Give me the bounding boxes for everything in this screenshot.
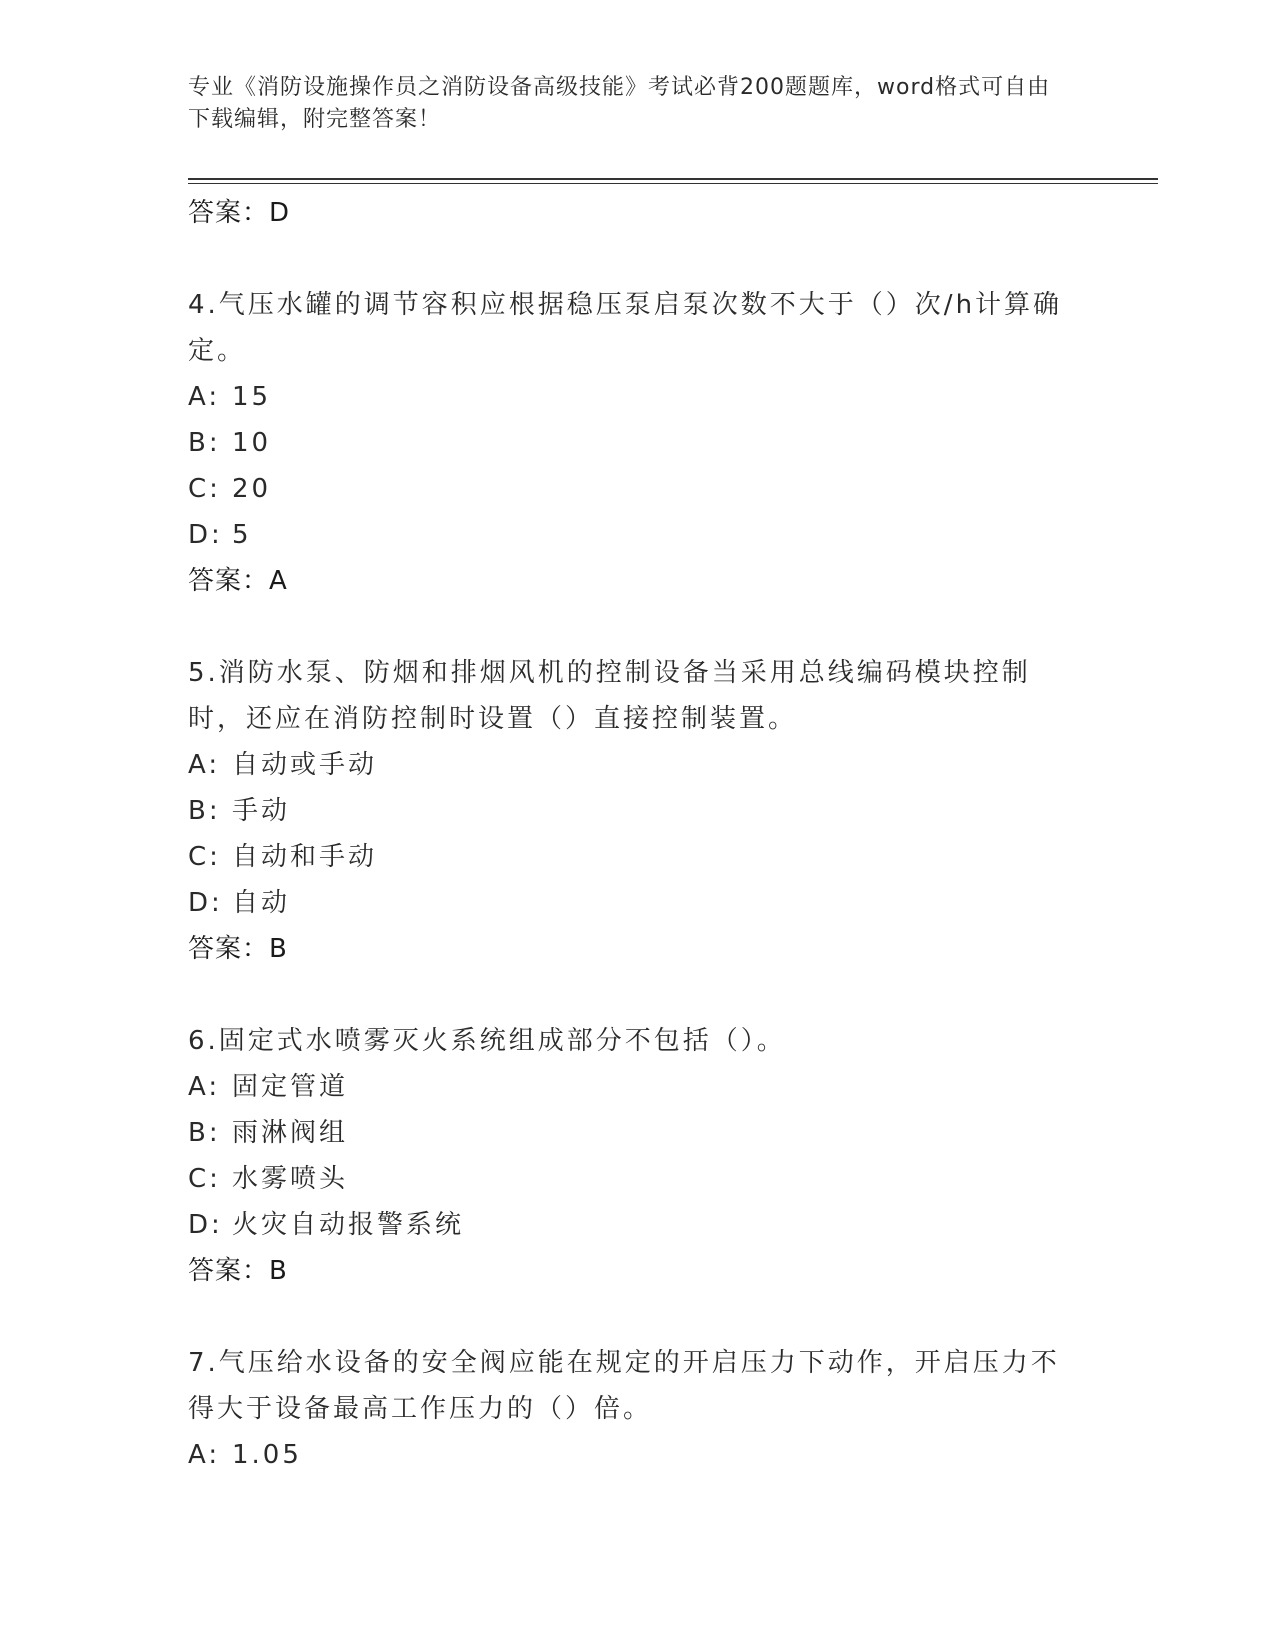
header-divider-thin [188,183,1158,184]
option-text: 自动 [232,888,291,918]
option-text: 10 [232,428,272,458]
answer-line [188,926,1068,972]
answer-line [188,190,1068,236]
option-key: A: [188,1440,221,1470]
option-key: B: [188,1118,221,1148]
option-key: C: [188,474,221,504]
option-b [188,1110,1068,1156]
option-text: 15 [232,382,272,412]
option-d [188,880,1068,926]
answer-label: 答案： [188,1256,270,1286]
option-text: 固定管道 [232,1072,349,1102]
option-key: C: [188,1164,221,1194]
option-text: 火灾自动报警系统 [232,1210,465,1240]
option-a [188,1432,1068,1478]
question-item [188,1340,1068,1478]
answer-label: 答案： [188,934,270,964]
answer-line [188,1248,1068,1294]
option-key: D: [188,888,223,918]
option-a [188,374,1068,420]
option-text: 水雾喷头 [232,1164,349,1194]
option-c [188,1156,1068,1202]
answer-value: B [269,1256,288,1286]
option-text: 自动或手动 [232,750,378,780]
option-key: D: [188,1210,223,1240]
option-text: 20 [232,474,272,504]
option-key: D: [188,520,223,550]
answer-label: 答案： [188,198,270,228]
option-text: 手动 [232,796,291,826]
option-key: B: [188,428,221,458]
option-b [188,420,1068,466]
option-key: B: [188,796,221,826]
option-c [188,466,1068,512]
question-list [188,190,1068,1478]
answer-line [188,558,1068,604]
option-key: A: [188,750,221,780]
option-d [188,512,1068,558]
option-text: 自动和手动 [232,842,378,872]
option-c [188,834,1068,880]
option-text: 1.05 [232,1440,302,1470]
question-item [188,1018,1068,1294]
option-text: 雨淋阀组 [232,1118,349,1148]
option-text: 5 [232,520,252,550]
question-item [188,650,1068,972]
question-text: 4.气压水罐的调节容积应根据稳压泵启泵次数不大于（）次/h计算确定。 [188,290,1063,366]
header-divider-thick [188,178,1158,180]
option-d [188,1202,1068,1248]
question-text: 5.消防水泵、防烟和排烟风机的控制设备当采用总线编码模块控制时，还应在消防控制时设置（）直接控制装置。 [188,658,1031,734]
option-a [188,742,1068,788]
answer-label: 答案： [188,566,270,596]
answer-value: D [269,198,291,228]
document-header: 专业《消防设施操作员之消防设备高级技能》考试必背200题题库，word格式可自由下载编辑，附完整答案！ [188,75,1051,132]
question-item [188,282,1068,604]
option-key: A: [188,1072,221,1102]
question-text: 7.气压给水设备的安全阀应能在规定的开启压力下动作，开启压力不得大于设备最高工作压力的（）倍。 [188,1348,1060,1424]
option-b [188,788,1068,834]
answer-value: B [269,934,288,964]
question-text: 6.固定式水喷雾灭火系统组成部分不包括（）。 [188,1026,786,1056]
option-a [188,1064,1068,1110]
option-key: A: [188,382,221,412]
answer-value: A [269,566,288,596]
option-key: C: [188,842,221,872]
